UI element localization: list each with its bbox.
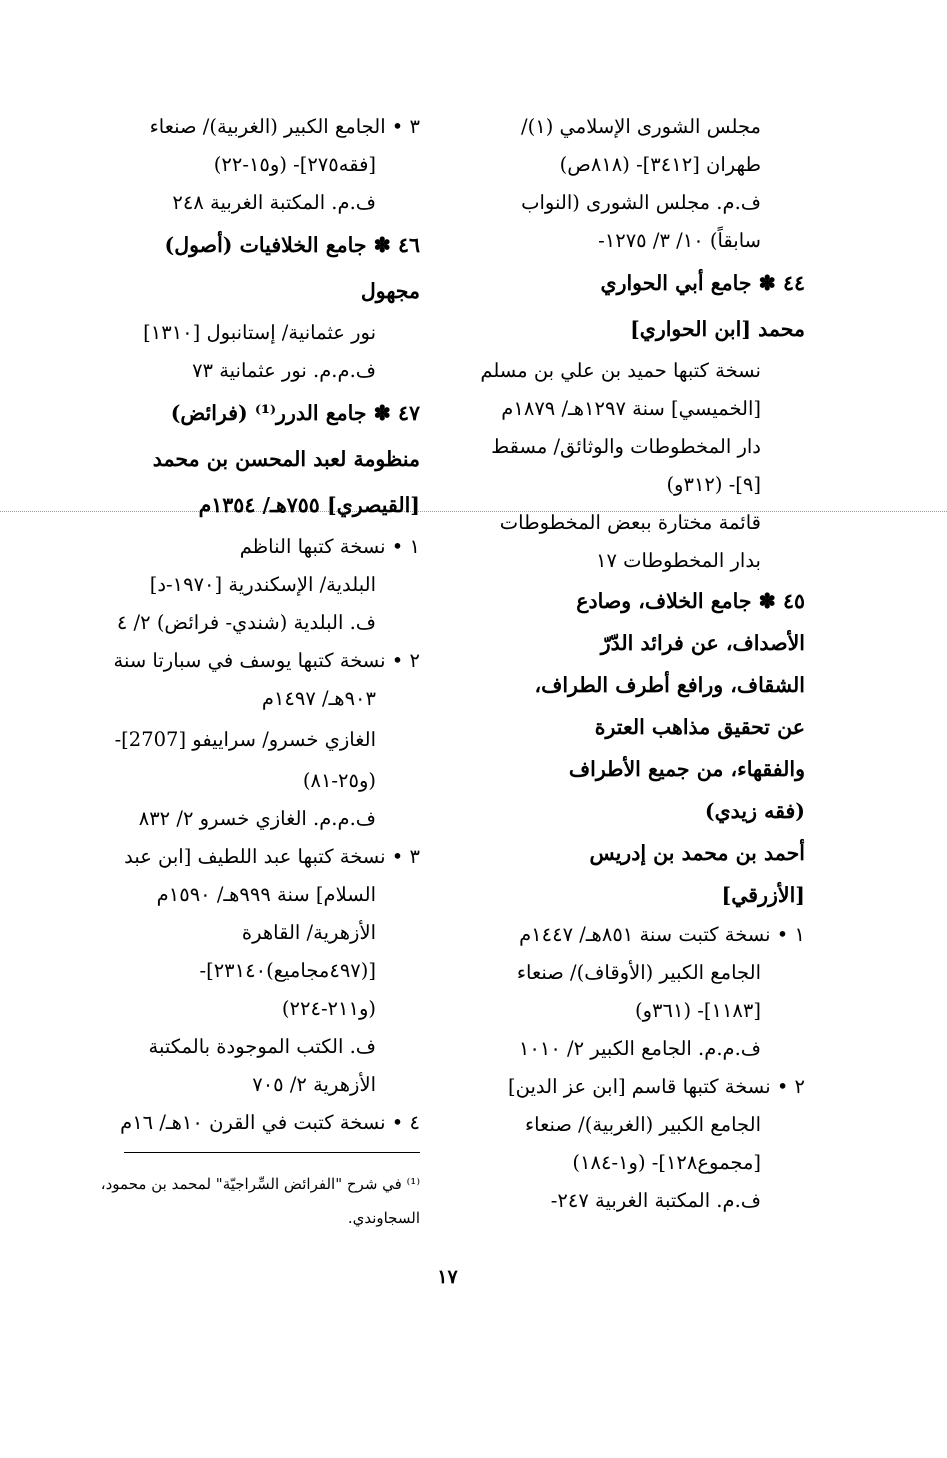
text-line: ٩٠٣هـ/ ١٤٩٧م (261, 687, 376, 710)
entry-heading-line: (فقه زيدي) (704, 799, 805, 823)
entry-heading-line: محمد [ابن الحواري] (630, 317, 805, 341)
entry-heading-line: [الأزرقي] (721, 883, 805, 907)
page-number: ١٧ (437, 1266, 458, 1288)
text-line: [الخميسي] سنة ١٢٩٧هـ/ ١٨٧٩م (501, 397, 761, 420)
text-line: ف. الكتب الموجودة بالمكتبة (148, 1035, 376, 1058)
text-line: ف.م. مجلس الشورى (النواب (521, 191, 761, 214)
text-line: نور عثمانية/ إستانبول [١٣١٠] (143, 321, 376, 344)
text-line: ف.م.م. الجامع الكبير ٢/ ١٠١٠ (518, 1037, 761, 1060)
text-line: [مجموع١٢٨]- (و١-١٨٤) (572, 1151, 761, 1174)
text-line: [١١٨٣]- (٣٦١و) (635, 999, 761, 1022)
entry-heading-line: عن تحقيق مذاهب العترة (594, 715, 805, 739)
right-column (470, 108, 805, 1220)
text-line: ف.م.م. نور عثمانية ٧٣ (192, 359, 376, 382)
text-line: نسخة كتبها حميد بن علي بن مسلم (480, 359, 761, 382)
entry-heading-line: ٤٦ ✽ جامع الخلافيات (أصول) (164, 233, 420, 257)
footnote-line: ⁽¹⁾ في شرح "الفرائض السِّراجيّة" لمحمد بن محمود، (100, 1175, 420, 1193)
entry-heading-line: والفقهاء، من جميع الأطراف (568, 757, 805, 781)
text-line: ف.م.م. الغازي خسرو ٢/ ٨٣٢ (138, 807, 376, 830)
text-line: [فقه٢٧٥]- (و١٥-٢٢) (213, 153, 376, 176)
entry-heading-line: [القيصري] ٧٥٥هـ/ ١٣٥٤م (198, 493, 420, 517)
text-line: ١ • نسخة كتبها الناظم (239, 535, 420, 558)
text-line: مجلس الشورى الإسلامي (١)/ (521, 115, 761, 138)
text-line: السلام] سنة ٩٩٩هـ/ ١٥٩٠م (156, 883, 376, 906)
text-line: ف. البلدية (شندي- فرائض) ٢/ ٤ (116, 611, 376, 634)
entry-heading-line: منظومة لعبد المحسن بن محمد (152, 447, 420, 471)
entry-heading-line: مجهول (360, 279, 420, 303)
text-line: طهران [٣٤١٢]- (٨١٨ص) (559, 153, 761, 176)
entry-heading-line: ٤٤ ✽ جامع أبي الحواري (600, 271, 805, 295)
entry-heading-line: ٤٥ ✽ جامع الخلاف، وصادع (576, 589, 805, 613)
footnote-line: السجاوندي. (347, 1209, 420, 1227)
text-line: (و٢٥-٨١) (302, 769, 376, 792)
entry-heading-line: أحمد بن محمد بن إدريس (589, 841, 805, 865)
text-line: دار المخطوطات والوثائق/ مسقط (491, 435, 761, 458)
text-line: ٢ • نسخة كتبها قاسم [ابن عز الدين] (508, 1075, 805, 1098)
text-line: الأزهرية/ القاهرة (241, 921, 376, 944)
text-line: ٤ • نسخة كتبت في القرن ١٠هـ/ ١٦م (120, 1111, 420, 1134)
text-line: قائمة مختارة ببعض المخطوطات (499, 511, 761, 534)
text-line: سابقاً) ١٠/ ٣/ ١٢٧٥- (598, 229, 761, 252)
text-line: ف.م. المكتبة الغربية ٢٤٧- (550, 1189, 761, 1212)
entry-heading-line: ٤٧ ✽ جامع الدرر⁽¹⁾ (فرائض) (170, 401, 420, 425)
text-line: (و٢١١-٢٢٤) (281, 997, 376, 1020)
text-line: ٣ • نسخة كتبها عبد اللطيف [ابن عبد (124, 845, 420, 868)
text-line: بدار المخطوطات ١٧ (596, 549, 761, 572)
text-line: [٩]- (٣١٢و) (666, 473, 761, 496)
text-line: [(٤٩٧مجاميع)٢٣١٤٠]- (199, 959, 376, 982)
text-line: الجامع الكبير (الغربية)/ صنعاء (525, 1113, 761, 1136)
text-line: ٢ • نسخة كتبها يوسف في سبارتا سنة (113, 649, 420, 672)
footnote-separator (124, 1152, 420, 1153)
text-line: الأزهرية ٢/ ٧٠٥ (252, 1073, 376, 1096)
text-line: البلدية/ الإسكندرية [١٩٧٠-د] (149, 573, 376, 596)
footnote (90, 1167, 420, 1235)
text-line: ٣ • الجامع الكبير (الغربية)/ صنعاء (149, 115, 420, 138)
entry-heading-line: الشقاف، ورافع أطرف الطراف، (534, 673, 805, 697)
entry-heading-line: الأصداف، عن فرائد الدّرّ (600, 631, 805, 655)
text-line: الغازي خسرو/ سراييفو [2707]- (114, 728, 376, 751)
text-line: الجامع الكبير (الأوقاف)/ صنعاء (516, 961, 761, 984)
text-line: ١ • نسخة كتبت سنة ٨٥١هـ/ ١٤٤٧م (519, 923, 805, 946)
text-line: ف.م. المكتبة الغربية ٢٤٨ (172, 191, 376, 214)
left-column (80, 108, 420, 1142)
